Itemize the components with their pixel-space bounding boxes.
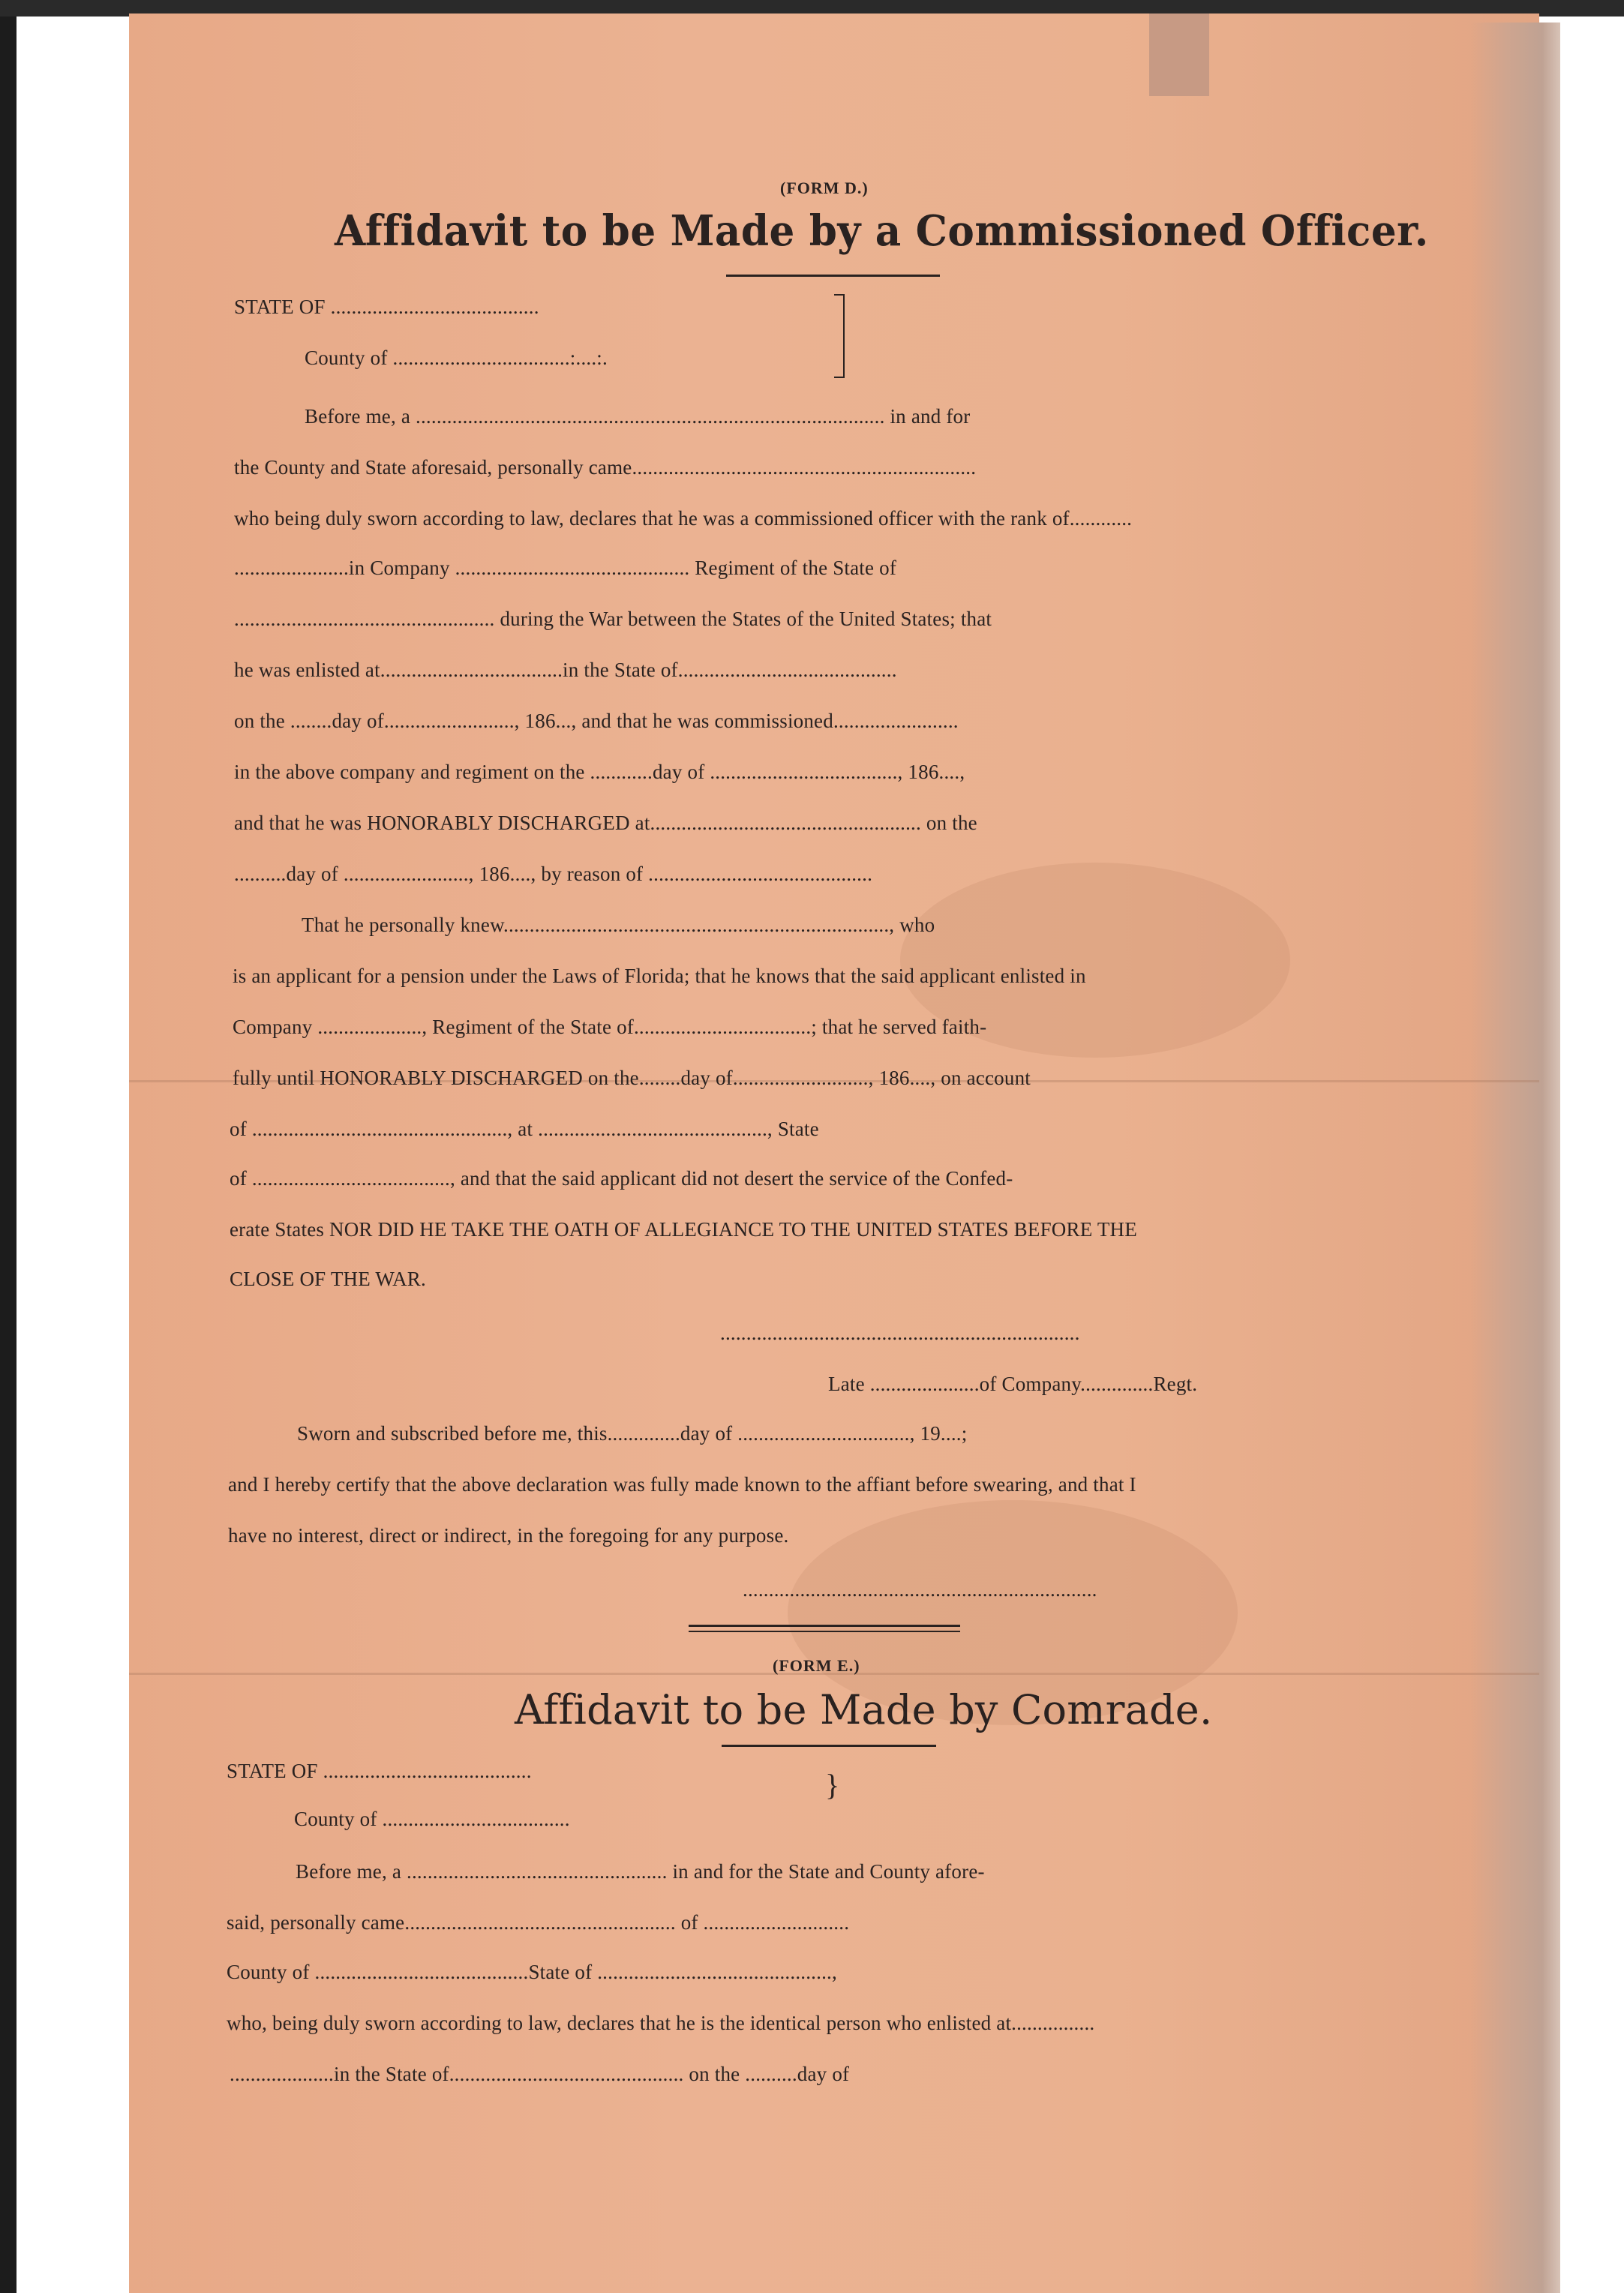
form-d-line-6: he was enlisted at...................................in the State of.......................................... [234,659,897,681]
signature-line: ..................................................................... [720,1322,1080,1344]
sworn-line: Sworn and subscribed before me, this..............day of ................................., 19....; [297,1422,968,1445]
form-d-line-7: on the ........day of........................., 186..., and that he was commissioned........................ [234,710,959,732]
form-e-line-2: said, personally came.................................................... of ............................ [227,1911,850,1934]
state-of-line: STATE OF ........................................ [227,1760,532,1782]
section-divider [689,1625,960,1627]
form-e-line-4: who, being duly sworn according to law, declares that he is the identical person who enlisted at................ [227,2012,1095,2034]
county-of-line: County of ..................................:....:. [305,347,608,369]
form-d-line-8: in the above company and regiment on the ............day of ...................................., 186...., [234,761,965,783]
form-d-line-17: erate States NOR DID HE TAKE THE OATH OF ALLEGIANCE TO THE UNITED STATES BEFORE THE [230,1218,1137,1241]
form-d-line-11: That he personally knew.........................................................................., who [302,914,935,936]
scan-left-border [0,17,17,2293]
form-d-line-5: .................................................. during the War between the States of the United States; that [234,608,992,630]
officer-signature-line: .................................................................... [743,1578,1097,1601]
form-d-line-3: who being duly sworn according to law, declares that he was a commissioned officer with the rank of............ [234,507,1133,530]
form-d-line-10: ..........day of ........................, 186...., by reason of ........................................... [234,863,873,885]
form-d-line-1: Before me, a .......................................................................................... in and for [305,405,971,428]
form-d-line-4: ......................in Company ............................................. Regiment of the State of [234,557,897,579]
form-d-line-13: Company ...................., Regiment of the State of..................................; that he served faith- [233,1016,987,1038]
form-d-line-12: is an applicant for a pension under the Laws of Florida; that he knows that the said applicant enlisted in [233,965,1086,987]
form-d-line-16: of ......................................, and that the said applicant did not desert the service of the Confed- [230,1167,1013,1190]
county-of-line: County of .................................... [294,1808,570,1830]
state-of-line: STATE OF ........................................ [234,296,539,318]
form-d-line-2: the County and State aforesaid, personally came.................................................................. [234,456,977,479]
title-underline [722,1745,936,1747]
form-d-line-15: of ................................................., at ............................................, State [230,1118,819,1140]
section-divider [689,1631,960,1632]
form-e-title: Affidavit to be Made by Comrade. [515,1686,1213,1733]
form-e-line-3: County of .........................................State of ............................................., [227,1961,837,1983]
form-d-line-18: CLOSE OF THE WAR. [230,1268,426,1290]
brace: } [825,1768,840,1802]
certify-line-1: and I hereby certify that the above declaration was fully made known to the affiant before swearing, and that I [228,1473,1136,1496]
form-d-title: Affidavit to be Made by a Commissioned Officer. [335,206,1429,256]
form-d-label: (FORM D.) [780,179,869,197]
paper-torn-edge [1470,23,1560,2293]
form-d-line-14: fully until HONORABLY DISCHARGED on the........day of.........................., 186...., on account [233,1067,1031,1089]
bracket [834,294,845,378]
paper-tear [1149,14,1209,96]
form-d-line-9: and that he was HONORABLY DISCHARGED at.................................................... on the [234,812,977,834]
form-e-line-5: ....................in the State of............................................. on the ..........day of [230,2063,850,2085]
form-e-label: (FORM E.) [773,1656,860,1675]
certify-line-2: have no interest, direct or indirect, in the foregoing for any purpose. [228,1524,789,1547]
form-e-line-1: Before me, a .................................................. in and for the State and County afore- [296,1860,985,1883]
title-underline [726,275,940,277]
late-company-line: Late .....................of Company..............Regt. [828,1373,1198,1395]
